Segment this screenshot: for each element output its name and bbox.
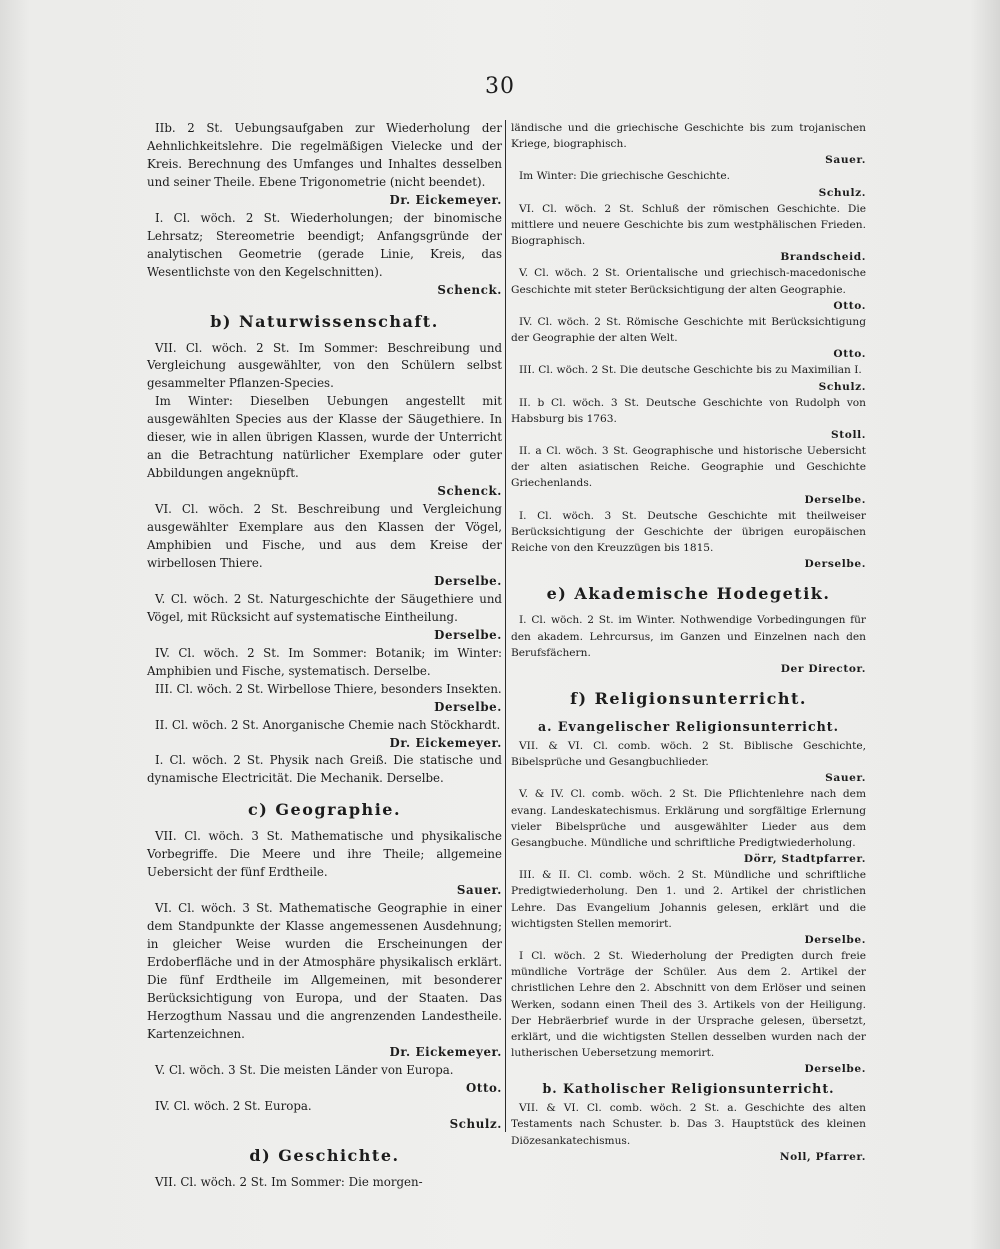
author-signature: Dörr, Stadtpfarrer. [743, 853, 866, 866]
paragraph: V. & IV. Cl. comb. wöch. 2 St. Die Pflichtenlehre nach dem evang. Landeskatechismus. Erklärung und sorgfältige Erlernung vieler Bibelsprüche und ausgewählter Lieder aus dem Gesangbuche. Mündliche und schriftliche Predigtwiederholung. Dörr, Stadtpfarrer. [511, 786, 866, 867]
paragraph: I. Cl. wöch. 2 St. im Winter. Nothwendige Vorbedingungen für den akadem. Lehrcursus, im Ganzen und Einzelnen nach den Berufsfächern. Der Director. [511, 612, 866, 677]
author-signature: Noll, Pfarrer. [779, 1150, 866, 1163]
author-signature: Derselbe. [804, 493, 866, 506]
column-divider [505, 120, 506, 1132]
paragraph: IV. Cl. wöch. 2 St. Im Sommer: Botanik; im Winter: Amphibien und Fische, systematisch. Derselbe. [147, 645, 502, 678]
paragraph: VI. Cl. wöch. 2 St. Beschreibung und Vergleichung ausgewählter Exemplare aus den Klassen der Vögel, Amphibien und Fische, und aus dem Kreise der wirbellosen Thiere. Derselbe. [147, 501, 502, 591]
paragraph: Im Winter: Die griechische Geschichte. Schulz. [511, 168, 866, 200]
author-signature: Brandscheid. [780, 251, 866, 264]
paragraph: VI. Cl. wöch. 2 St. Schluß der römischen Geschichte. Die mittlere und neuere Geschichte bis zum westphälischen Frieden. Biographisch. Brandscheid. [511, 201, 866, 266]
paragraph: VI. Cl. wöch. 3 St. Mathematische Geographie in einer dem Standpunkte der Klasse angemessenen Ausdehnung; in gleicher Weise wurden die Erscheinungen der Erdoberfläche und in der Atmosphäre physikalisch erklärt. Die fünf Erdtheile im Allgemeinen, mit besonderer Berücksichtigung von Europa, und der Staaten. Das Herzogthum Nassau und die angrenzenden Landestheile. Kartenzeichnen. Dr. Eickemeyer. [147, 900, 502, 1062]
paragraph: VII. & VI. Cl. comb. wöch. 2 St. Biblische Geschichte, Bibelsprüche und Gesangbuchlieder. Sauer. [511, 738, 866, 786]
paragraph: IIb. 2 St. Uebungsaufgaben zur Wiederholung der Aehnlichkeitslehre. Die regelmäßigen Vielecke und der Kreis. Berechnung des Umfanges und Inhaltes desselben und seiner Theile. Ebene Trigonometrie (nicht beendet). Dr. Eickemeyer. [147, 120, 502, 210]
author-signature: Derselbe. [434, 573, 502, 588]
author-signature: Sauer. [456, 883, 502, 898]
paragraph: V. Cl. wöch. 2 St. Orientalische und griechisch-macedonische Geschichte mit steter Berücksichtigung der alten Geographie. Otto. [511, 265, 866, 313]
author-signature: Derselbe. [434, 627, 502, 642]
paragraph: I. Cl. wöch. 2 St. Physik nach Greiß. Die statische und dynamische Electricität. Die Mechanik. Derselbe. [147, 753, 502, 786]
section-heading: c) Geographie. [247, 800, 402, 820]
author-signature: Schulz. [818, 186, 866, 199]
paragraph: III. Cl. wöch. 2 St. Wirbellose Thiere, besonders Insekten. Derselbe. [147, 681, 502, 717]
section-heading: d) Geschichte. [249, 1145, 400, 1165]
paragraph: III. & II. Cl. comb. wöch. 2 St. Mündliche und schriftliche Predigtwiederholung. Den 1. und 2. Artikel der christlichen Lehre. Das Evangelium Johannis gelesen, erklärt und die wichtigsten Stellen memorirt. Derselbe. [511, 867, 866, 948]
author-signature: Otto. [833, 348, 866, 361]
paragraph: VII. Cl. wöch. 2 St. Im Sommer: Die morgen- [155, 1174, 423, 1189]
author-signature: Schulz. [449, 1116, 502, 1131]
paragraph: VII. Cl. wöch. 3 St. Mathematische und physikalische Vorbegriffe. Die Meere und ihre Theile; allgemeine Uebersicht der fünf Erdtheile. Sauer. [147, 828, 502, 900]
paragraph: II. b Cl. wöch. 3 St. Deutsche Geschichte von Rudolph von Habsburg bis 1763. Stoll. [511, 395, 866, 443]
author-signature: Sauer. [825, 154, 866, 167]
author-signature: Stoll. [831, 428, 866, 441]
section-heading: e) Akademische Hodegetik. [546, 584, 831, 604]
paragraph: I. Cl. wöch. 2 St. Wiederholungen; der binomische Lehrsatz; Stereometrie beendigt; Anfangsgründe der analytischen Geometrie (gerade Linie, Kreis, das Wesentlichste von den Kegelschnitten). Schenck. [147, 210, 502, 300]
paragraph: ländische und die griechische Geschichte bis zum trojanischen Kriege, biographisch. Sauer. [511, 120, 866, 168]
paragraph: II. a Cl. wöch. 3 St. Geographische und historische Uebersicht der alten asiatischen Reiche. Geographie und Geschichte Griechenlands. Derselbe. [511, 443, 866, 508]
subsection-heading: a. Evangelischer Religionsunterricht. [537, 719, 839, 734]
paragraph: IV. Cl. wöch. 2 St. Römische Geschichte mit Berücksichtigung der Geographie der alten Welt. Otto. [511, 314, 866, 362]
author-signature: Dr. Eickemeyer. [389, 735, 502, 750]
paragraph: III. Cl. wöch. 2 St. Die deutsche Geschichte bis zu Maximilian I. Schulz. [511, 362, 866, 394]
author-signature: Schenck. [437, 484, 502, 499]
paragraph: VII. Cl. wöch. 2 St. Im Sommer: Beschreibung und Vergleichung ausgewählter, von den Schülern selbst gesammelter Pflanzen-Species. [147, 340, 502, 391]
paragraph: IV. Cl. wöch. 2 St. Europa. Schulz. [147, 1098, 502, 1134]
section-heading: b) Naturwissenschaft. [210, 311, 439, 331]
author-signature: Derselbe. [804, 933, 866, 946]
author-signature: Schenck. [437, 282, 502, 297]
author-signature: Der Director. [780, 662, 866, 675]
author-signature: Derselbe. [804, 558, 866, 571]
right-column [511, 120, 866, 1165]
paragraph: I Cl. wöch. 2 St. Wiederholung der Predigten durch freie mündliche Vorträge der Schüler. Aus dem 2. Artikel der christlichen Lehre den 2. Abschnitt von dem Erlöser und seinen Werken, sodann einen Theil des 3. Artikels von der Heiligung. Der Hebräerbrief wurde in der Ursprache gelesen, übersetzt, erklärt, und die wichtigsten Stellen desselben wurden nach der lutherischen Uebersetzung memorirt. Derselbe. [511, 948, 866, 1077]
author-signature: Derselbe. [434, 699, 502, 714]
paragraph: V. Cl. wöch. 2 St. Naturgeschichte der Säugethiere und Vögel, mit Rücksicht auf systematische Eintheilung. Derselbe. [147, 591, 502, 645]
author-signature: Derselbe. [804, 1063, 866, 1076]
subsection-heading: b. Katholischer Religionsunterricht. [542, 1081, 835, 1097]
author-signature: Dr. Eickemeyer. [389, 1044, 502, 1059]
author-signature: Dr. Eickemeyer. [389, 192, 502, 207]
author-signature: Otto. [833, 299, 866, 312]
paragraph: I. Cl. wöch. 3 St. Deutsche Geschichte mit theilweiser Berücksichtigung der Geschichte der übrigen europäischen Reiche von den Kreuzzügen bis 1815. Derselbe. [511, 508, 866, 573]
author-signature: Sauer. [825, 772, 866, 785]
paragraph: V. Cl. wöch. 3 St. Die meisten Länder von Europa. Otto. [147, 1062, 502, 1098]
author-signature: Otto. [466, 1080, 502, 1095]
paragraph: Im Winter: Dieselben Uebungen angestellt mit ausgewählten Species aus der Klasse der Säugethiere. In dieser, wie in allen übrigen Klassen, wurde der Unterricht an die Betrachtung natürlicher Exemplare oder guter Abbildungen angeknüpft. Schenck. [147, 393, 502, 501]
section-heading: f) Religionsunterricht. [570, 689, 807, 708]
author-signature: Schulz. [818, 380, 866, 393]
left-column [147, 120, 502, 1192]
page-number: 30 [485, 74, 515, 99]
paragraph: II. Cl. wöch. 2 St. Anorganische Chemie nach Stöckhardt. Dr. Eickemeyer. [147, 717, 502, 753]
paragraph: VII. & VI. Cl. comb. wöch. 2 St. a. Geschichte des alten Testaments nach Schuster. b. Das 3. Hauptstück des kleinen Diözesankatechismus. Noll, Pfarrer. [511, 1100, 866, 1165]
